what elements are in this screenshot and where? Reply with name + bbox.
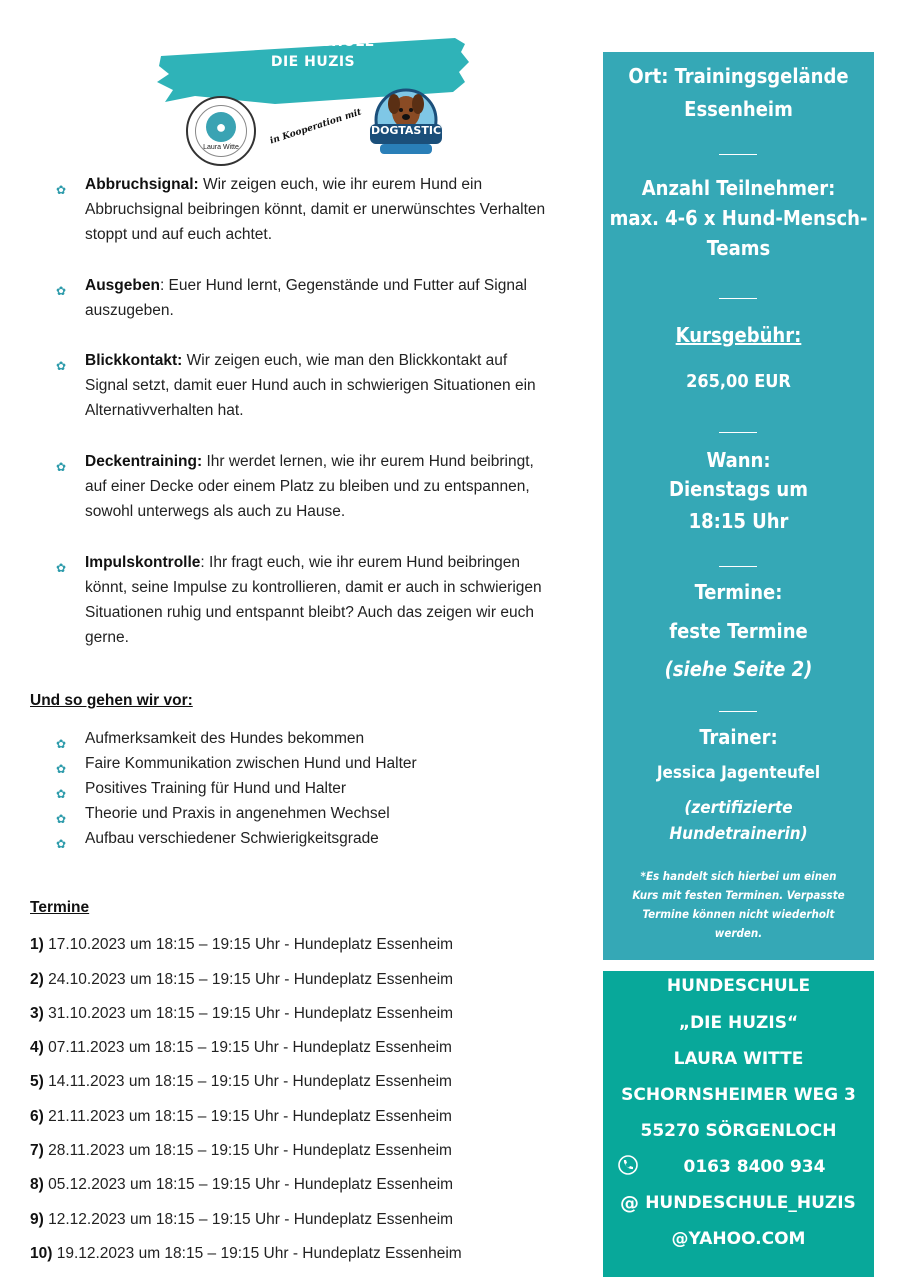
separator	[719, 711, 757, 712]
ort-line-2: Essenheim	[684, 97, 793, 121]
termine-heading: Termine	[30, 899, 90, 916]
termin-text: 21.11.2023 um 18:15 – 19:15 Uhr - Hundeplatz Essenheim	[43, 1108, 452, 1125]
termin-number: 2)	[30, 971, 44, 988]
feature-text: Signal setzt, damit euer Hund auch in schwierigen Situationen ein	[85, 377, 536, 394]
paw-bullet-icon: ✿	[56, 737, 67, 751]
feature-text: : Ihr fragt euch, wie ihr eurem Hund beibringen	[200, 554, 521, 571]
cooperation-text: in Kooperation mit	[268, 107, 363, 147]
gebuehr-label: Kursgebühr:	[675, 323, 802, 347]
termin-text: 17.10.2023 um 18:15 – 19:15 Uhr - Hundeplatz Essenheim	[43, 936, 454, 953]
termin-row	[30, 1172, 453, 1197]
ort-line-1: Ort: Trainingsgelände	[628, 64, 849, 88]
termin-row	[30, 967, 453, 992]
trainer-cert-1: (zertifizierte	[684, 798, 793, 818]
feature-abbruchsignal	[85, 172, 595, 247]
paw-bullet-icon: ✿	[56, 183, 67, 197]
termin-number: 5)	[30, 1073, 44, 1090]
feature-title: Abbruchsignal:	[85, 176, 199, 193]
termin-row	[30, 1001, 453, 1026]
termin-text: 05.12.2023 um 18:15 – 19:15 Uhr - Hundeplatz Essenheim	[43, 1176, 454, 1193]
contact-line: HUNDESCHULE	[666, 976, 811, 996]
contact-city: 55270 SÖRGENLOCH	[640, 1121, 837, 1141]
feature-ausgeben	[85, 273, 595, 323]
termin-text: 31.10.2023 um 18:15 – 19:15 Uhr - Hundeplatz Essenheim	[43, 1005, 454, 1022]
contact-phone[interactable]: 0163 8400 934	[683, 1157, 826, 1177]
feature-text: Abbruchsignal beibringen könnt, damit er unerwünschtes Verhalten	[85, 201, 546, 218]
separator	[719, 154, 757, 155]
brand-line-2: DIE HUZIS	[270, 54, 356, 70]
approach-item: Positives Training für Hund und Halter	[85, 780, 347, 797]
approach-item: Aufmerksamkeit des Hundes bekommen	[85, 730, 365, 747]
feature-text: Wir zeigen euch, wie man den Blickkontakt auf	[182, 352, 508, 369]
separator	[719, 432, 757, 433]
teilnehmer-line-3: Teams	[706, 236, 771, 260]
separator	[719, 566, 757, 567]
feature-text: stoppt und auf euch achtet.	[85, 226, 272, 243]
brand-line-1: HUNDESCHULE	[251, 34, 375, 50]
approach-item: Faire Kommunikation zwischen Hund und Halter	[85, 755, 417, 772]
feature-text: gerne.	[85, 629, 129, 646]
note-line: werden.	[714, 926, 763, 940]
feature-text: sowohl unterwegs als auch zu Hause.	[85, 503, 346, 520]
paw-icon: ●	[206, 112, 236, 142]
termin-text: 14.11.2023 um 18:15 – 19:15 Uhr - Hundeplatz Essenheim	[43, 1073, 452, 1090]
termine-line-3: (siehe Seite 2)	[664, 657, 813, 681]
termin-row	[30, 1138, 452, 1163]
feature-text: auf einer Decke oder einem Platz zu bleiben und zu entspannen,	[85, 478, 530, 495]
termin-row	[30, 1104, 452, 1129]
brand-name	[150, 32, 476, 72]
separator	[719, 298, 757, 299]
termin-text: 24.10.2023 um 18:15 – 19:15 Uhr - Hundeplatz Essenheim	[43, 971, 454, 988]
termin-row	[30, 1241, 462, 1266]
contact-line: LAURA WITTE	[673, 1049, 804, 1069]
feature-text: Ihr werdet lernen, wie ihr eurem Hund beibringt,	[202, 453, 534, 470]
note-line: Termine können nicht wiederholt	[642, 907, 835, 921]
trainer-label: Trainer:	[699, 725, 778, 749]
approach-item: Aufbau verschiedener Schwierigkeitsgrade	[85, 830, 379, 847]
course-info-box	[603, 52, 874, 960]
termin-number: 10)	[30, 1245, 53, 1262]
contact-line: „DIE HUZIS“	[678, 1013, 799, 1033]
termin-number: 9)	[30, 1211, 44, 1228]
trainer-name: Jessica Jagenteufel	[656, 763, 821, 783]
laura-witte-seal	[186, 96, 256, 166]
approach-item: Theorie und Praxis in angenehmen Wechsel	[85, 805, 390, 822]
termin-number: 6)	[30, 1108, 44, 1125]
paw-bullet-icon: ✿	[56, 359, 67, 373]
termin-row	[30, 1035, 452, 1060]
contact-address: SCHORNSHEIMER WEG 3	[621, 1085, 856, 1105]
termin-text: 12.12.2023 um 18:15 – 19:15 Uhr - Hundeplatz Essenheim	[43, 1211, 454, 1228]
paw-bullet-icon: ✿	[56, 812, 67, 826]
termin-text: 28.11.2023 um 18:15 – 19:15 Uhr - Hundeplatz Essenheim	[43, 1142, 452, 1159]
contact-box	[603, 971, 874, 1277]
feature-blickkontakt	[85, 348, 595, 423]
feature-title: Ausgeben	[85, 277, 160, 294]
at-icon: @	[620, 1192, 639, 1214]
paw-bullet-icon: ✿	[56, 561, 67, 575]
feature-title: Blickkontakt:	[85, 352, 183, 369]
feature-text: Situationen ruhig und entspannt bleibt? Auch das zeigen wir euch	[85, 604, 534, 621]
paw-bullet-icon: ✿	[56, 762, 67, 776]
feature-text: Wir zeigen euch, wie ihr eurem Hund ein	[198, 176, 483, 193]
teilnehmer-line-1: Anzahl Teilnehmer:	[641, 176, 836, 200]
paw-bullet-icon: ✿	[56, 460, 67, 474]
feature-impulskontrolle	[85, 550, 595, 650]
paw-bullet-icon: ✿	[56, 284, 67, 298]
approach-heading: Und so gehen wir vor:	[30, 692, 193, 709]
termin-row	[30, 1207, 453, 1232]
termin-row	[30, 932, 453, 957]
termin-number: 4)	[30, 1039, 44, 1056]
seal-text: Laura Witte	[203, 144, 239, 151]
termin-text: 19.12.2023 um 18:15 – 19:15 Uhr - Hundeplatz Essenheim	[52, 1245, 462, 1262]
feature-title: Impulskontrolle	[85, 554, 201, 571]
trainer-cert-2: Hundetrainerin)	[669, 824, 808, 844]
termine-line-2: feste Termine	[669, 619, 808, 643]
paw-bullet-icon: ✿	[56, 837, 67, 851]
termine-line-1: Termine:	[694, 580, 783, 604]
termin-number: 1)	[30, 936, 44, 953]
logo-header	[150, 18, 480, 168]
paw-bullet-icon: ✿	[56, 787, 67, 801]
termin-number: 8)	[30, 1176, 44, 1193]
wann-line-2: Dienstags um	[669, 477, 808, 501]
feature-text: könnt, seine Impulse zu kontrollieren, damit er auch in schwierigen	[85, 579, 542, 596]
contact-email-1[interactable]: HUNDESCHULE_HUZIS	[645, 1193, 856, 1213]
partner-name: DOGTASTIC	[370, 124, 442, 137]
wann-line-1: Wann:	[706, 448, 771, 472]
wann-line-3: 18:15 Uhr	[688, 509, 789, 533]
feature-title: Deckentraining:	[85, 453, 203, 470]
feature-deckentraining	[85, 449, 595, 524]
feature-text: Alternativverhalten hat.	[85, 402, 244, 419]
feature-text: auszugeben.	[85, 302, 174, 319]
termin-row	[30, 1069, 452, 1094]
termin-number: 3)	[30, 1005, 44, 1022]
gebuehr-value: 265,00 EUR	[686, 371, 791, 392]
note-line: *Es handelt sich hierbei um einen	[640, 869, 837, 883]
teilnehmer-line-2: max. 4-6 x Hund-Mensch-	[609, 206, 868, 230]
note-line: Kurs mit festen Terminen. Verpasste	[632, 888, 845, 902]
contact-email-2[interactable]: @YAHOO.COM	[671, 1229, 806, 1249]
feature-text: : Euer Hund lernt, Gegenstände und Futter auf Signal	[159, 277, 528, 294]
termin-number: 7)	[30, 1142, 44, 1159]
termin-text: 07.11.2023 um 18:15 – 19:15 Uhr - Hundeplatz Essenheim	[43, 1039, 452, 1056]
